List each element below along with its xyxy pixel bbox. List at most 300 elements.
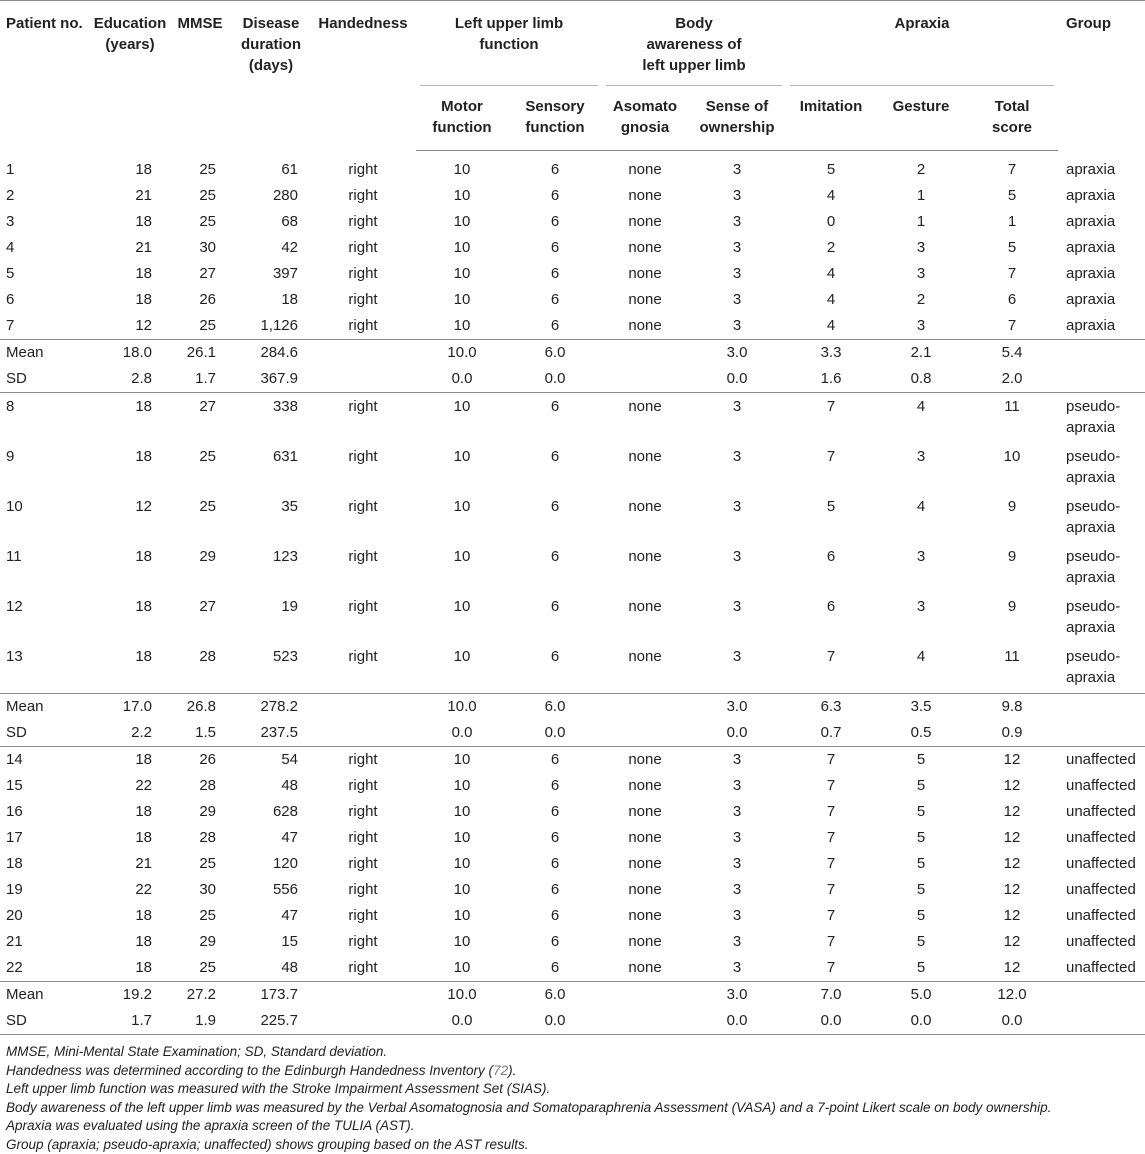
cell-imitation: 7 — [786, 747, 876, 774]
cell-motor-function: 10.0 — [416, 694, 508, 721]
cell-patient-no: 19 — [0, 877, 92, 903]
cell-motor-function: 10 — [416, 903, 508, 929]
cell-patient-no: 13 — [0, 643, 92, 694]
col-header-disease-duration: Disease duration (days) — [232, 1, 310, 151]
cell-total-score: 1 — [966, 209, 1058, 235]
cell-sense-of-ownership: 3 — [688, 825, 786, 851]
cell-group — [1058, 340, 1145, 367]
reference-link[interactable]: 72 — [493, 1063, 508, 1078]
cell-total-score: 12 — [966, 877, 1058, 903]
cell-motor-function: 10 — [416, 183, 508, 209]
cell-group: unaffected — [1058, 955, 1145, 982]
cell-education: 12 — [92, 493, 168, 543]
cell-total-score: 12 — [966, 955, 1058, 982]
cell-asomatognosia — [602, 694, 688, 721]
cell-asomatognosia: none — [602, 799, 688, 825]
cell-education: 21 — [92, 183, 168, 209]
cell-motor-function: 10 — [416, 773, 508, 799]
cell-mmse: 1.9 — [168, 1008, 232, 1035]
cell-handedness — [310, 982, 416, 1009]
cell-total-score: 0.0 — [966, 1008, 1058, 1035]
cell-total-score: 12 — [966, 903, 1058, 929]
cell-gesture: 3.5 — [876, 694, 966, 721]
table-footnotes — [0, 1035, 1145, 1154]
cell-motor-function: 10.0 — [416, 982, 508, 1009]
cell-asomatognosia — [602, 720, 688, 747]
cell-education: 17.0 — [92, 694, 168, 721]
cell-mmse: 29 — [168, 929, 232, 955]
cell-asomatognosia: none — [602, 747, 688, 774]
cell-total-score: 11 — [966, 643, 1058, 694]
cell-sense-of-ownership: 3 — [688, 747, 786, 774]
cell-education: 18 — [92, 643, 168, 694]
cell-mmse: 30 — [168, 877, 232, 903]
footnote-line: Group (apraxia; pseudo-apraxia; unaffected) shows grouping based on the AST results. — [6, 1136, 1145, 1154]
cell-group: pseudo- apraxia — [1058, 393, 1145, 444]
cell-total-score: 7 — [966, 313, 1058, 340]
cell-sense-of-ownership: 3 — [688, 955, 786, 982]
cell-gesture: 5 — [876, 955, 966, 982]
cell-motor-function: 10 — [416, 393, 508, 444]
table-row — [0, 825, 1145, 851]
cell-imitation: 7 — [786, 773, 876, 799]
cell-gesture: 0.8 — [876, 366, 966, 393]
cell-sensory-function: 6 — [508, 643, 602, 694]
cell-disease-duration: 19 — [232, 593, 310, 643]
cell-group: apraxia — [1058, 209, 1145, 235]
cell-sensory-function: 6 — [508, 183, 602, 209]
cell-imitation: 7 — [786, 851, 876, 877]
cell-sensory-function: 6 — [508, 151, 602, 184]
cell-mmse: 28 — [168, 773, 232, 799]
summary-row — [0, 340, 1145, 367]
col-header-asomatognosia: Asomato gnosia — [602, 86, 688, 151]
cell-patient-no: 18 — [0, 851, 92, 877]
cell-patient-no: 17 — [0, 825, 92, 851]
cell-asomatognosia: none — [602, 183, 688, 209]
cell-total-score: 5.4 — [966, 340, 1058, 367]
cell-asomatognosia: none — [602, 151, 688, 184]
cell-sensory-function: 6 — [508, 313, 602, 340]
cell-asomatognosia: none — [602, 287, 688, 313]
cell-handedness: right — [310, 393, 416, 444]
cell-disease-duration: 61 — [232, 151, 310, 184]
cell-total-score: 12 — [966, 773, 1058, 799]
cell-sensory-function: 6 — [508, 493, 602, 543]
cell-asomatognosia: none — [602, 825, 688, 851]
cell-handedness: right — [310, 773, 416, 799]
cell-imitation: 7.0 — [786, 982, 876, 1009]
cell-sensory-function: 6 — [508, 825, 602, 851]
cell-disease-duration: 631 — [232, 443, 310, 493]
cell-disease-duration: 225.7 — [232, 1008, 310, 1035]
table-row — [0, 747, 1145, 774]
cell-mmse: 28 — [168, 825, 232, 851]
cell-mmse: 28 — [168, 643, 232, 694]
cell-education: 19.2 — [92, 982, 168, 1009]
cell-sensory-function: 0.0 — [508, 366, 602, 393]
cell-motor-function: 10 — [416, 955, 508, 982]
cell-imitation: 7 — [786, 643, 876, 694]
cell-disease-duration: 278.2 — [232, 694, 310, 721]
summary-row — [0, 366, 1145, 393]
table-row — [0, 903, 1145, 929]
cell-asomatognosia — [602, 982, 688, 1009]
cell-group — [1058, 720, 1145, 747]
cell-gesture: 5.0 — [876, 982, 966, 1009]
cell-group: unaffected — [1058, 929, 1145, 955]
cell-asomatognosia — [602, 366, 688, 393]
cell-imitation: 7 — [786, 877, 876, 903]
cell-patient-no: 4 — [0, 235, 92, 261]
cell-patient-no: 2 — [0, 183, 92, 209]
cell-imitation: 7 — [786, 825, 876, 851]
cell-patient-no: Mean — [0, 694, 92, 721]
cell-education: 18 — [92, 929, 168, 955]
cell-mmse: 30 — [168, 235, 232, 261]
cell-total-score: 5 — [966, 235, 1058, 261]
cell-patient-no: Mean — [0, 982, 92, 1009]
cell-patient-no: 16 — [0, 799, 92, 825]
cell-disease-duration: 18 — [232, 287, 310, 313]
cell-handedness: right — [310, 747, 416, 774]
cell-patient-no: 1 — [0, 151, 92, 184]
group-header-rule — [606, 85, 782, 86]
cell-total-score: 12 — [966, 851, 1058, 877]
cell-group — [1058, 366, 1145, 393]
cell-total-score: 7 — [966, 261, 1058, 287]
cell-disease-duration: 120 — [232, 851, 310, 877]
col-header-apraxia — [786, 1, 1058, 87]
cell-handedness — [310, 720, 416, 747]
cell-handedness: right — [310, 593, 416, 643]
cell-gesture: 1 — [876, 183, 966, 209]
cell-asomatognosia: none — [602, 773, 688, 799]
cell-handedness: right — [310, 261, 416, 287]
cell-education: 21 — [92, 851, 168, 877]
cell-asomatognosia: none — [602, 543, 688, 593]
cell-mmse: 25 — [168, 493, 232, 543]
cell-sensory-function: 6.0 — [508, 340, 602, 367]
cell-group: pseudo- apraxia — [1058, 443, 1145, 493]
cell-education: 18 — [92, 955, 168, 982]
cell-sense-of-ownership: 3 — [688, 183, 786, 209]
cell-gesture: 5 — [876, 851, 966, 877]
cell-sensory-function: 6 — [508, 955, 602, 982]
cell-education: 18 — [92, 151, 168, 184]
cell-disease-duration: 47 — [232, 903, 310, 929]
col-header-left-upper-limb — [416, 1, 602, 87]
cell-handedness: right — [310, 955, 416, 982]
cell-asomatognosia: none — [602, 903, 688, 929]
cell-patient-no: 11 — [0, 543, 92, 593]
cell-sense-of-ownership: 3 — [688, 393, 786, 444]
cell-education: 2.8 — [92, 366, 168, 393]
footnote-line: Left upper limb function was measured with the Stroke Impairment Assessment Set (SIAS). — [6, 1080, 1145, 1099]
cell-education: 22 — [92, 773, 168, 799]
summary-row — [0, 1008, 1145, 1035]
table-header — [0, 1, 1145, 151]
cell-imitation: 0.7 — [786, 720, 876, 747]
cell-mmse: 1.7 — [168, 366, 232, 393]
cell-mmse: 29 — [168, 543, 232, 593]
table-row — [0, 443, 1145, 493]
cell-sense-of-ownership: 3 — [688, 493, 786, 543]
cell-gesture: 0.0 — [876, 1008, 966, 1035]
cell-mmse: 25 — [168, 851, 232, 877]
cell-handedness: right — [310, 235, 416, 261]
cell-disease-duration: 284.6 — [232, 340, 310, 367]
cell-group: apraxia — [1058, 151, 1145, 184]
cell-mmse: 25 — [168, 955, 232, 982]
cell-handedness: right — [310, 313, 416, 340]
cell-disease-duration: 237.5 — [232, 720, 310, 747]
table-row — [0, 235, 1145, 261]
cell-sensory-function: 0.0 — [508, 720, 602, 747]
cell-sense-of-ownership: 3 — [688, 261, 786, 287]
cell-sensory-function: 6 — [508, 747, 602, 774]
cell-patient-no: 3 — [0, 209, 92, 235]
table-row — [0, 799, 1145, 825]
cell-education: 18 — [92, 747, 168, 774]
cell-patient-no: 14 — [0, 747, 92, 774]
cell-sensory-function: 6 — [508, 593, 602, 643]
cell-group: apraxia — [1058, 235, 1145, 261]
cell-sensory-function: 6 — [508, 903, 602, 929]
cell-imitation: 4 — [786, 261, 876, 287]
footnote-line: Body awareness of the left upper limb was measured by the Verbal Asomatognosia and Somatoparaphrenia Assessment (VASA) and a 7-point Likert scale on body ownership. — [6, 1099, 1145, 1118]
cell-disease-duration: 397 — [232, 261, 310, 287]
cell-education: 1.7 — [92, 1008, 168, 1035]
cell-mmse: 25 — [168, 183, 232, 209]
cell-patient-no: 21 — [0, 929, 92, 955]
cell-mmse: 25 — [168, 151, 232, 184]
cell-imitation: 4 — [786, 287, 876, 313]
col-header-total-score: Total score — [966, 86, 1058, 151]
cell-imitation: 7 — [786, 903, 876, 929]
cell-group: unaffected — [1058, 773, 1145, 799]
table-row — [0, 955, 1145, 982]
cell-patient-no: 15 — [0, 773, 92, 799]
cell-gesture: 3 — [876, 593, 966, 643]
cell-sense-of-ownership: 3 — [688, 287, 786, 313]
cell-handedness: right — [310, 825, 416, 851]
cell-gesture: 4 — [876, 643, 966, 694]
body-awareness-label: Body awareness of left upper limb — [642, 15, 745, 74]
cell-sensory-function: 6 — [508, 209, 602, 235]
cell-gesture: 2 — [876, 287, 966, 313]
cell-sense-of-ownership: 3 — [688, 903, 786, 929]
cell-total-score: 10 — [966, 443, 1058, 493]
cell-disease-duration: 15 — [232, 929, 310, 955]
cell-gesture: 5 — [876, 799, 966, 825]
cell-imitation: 6.3 — [786, 694, 876, 721]
cell-sense-of-ownership: 3 — [688, 851, 786, 877]
cell-education: 18 — [92, 593, 168, 643]
cell-group — [1058, 1008, 1145, 1035]
cell-total-score: 0.9 — [966, 720, 1058, 747]
cell-total-score: 7 — [966, 151, 1058, 184]
cell-total-score: 6 — [966, 287, 1058, 313]
cell-group — [1058, 982, 1145, 1009]
cell-imitation: 2 — [786, 235, 876, 261]
cell-total-score: 5 — [966, 183, 1058, 209]
cell-group: pseudo- apraxia — [1058, 643, 1145, 694]
cell-motor-function: 10 — [416, 825, 508, 851]
cell-group: apraxia — [1058, 183, 1145, 209]
cell-sense-of-ownership: 3 — [688, 929, 786, 955]
col-header-mmse: MMSE — [168, 1, 232, 151]
cell-motor-function: 10 — [416, 151, 508, 184]
cell-total-score: 9.8 — [966, 694, 1058, 721]
cell-gesture: 3 — [876, 543, 966, 593]
cell-disease-duration: 523 — [232, 643, 310, 694]
cell-education: 18 — [92, 799, 168, 825]
cell-handedness: right — [310, 929, 416, 955]
cell-sense-of-ownership: 3 — [688, 877, 786, 903]
group-header-rule — [420, 85, 598, 86]
cell-sensory-function: 6 — [508, 877, 602, 903]
cell-gesture: 2.1 — [876, 340, 966, 367]
cell-education: 18 — [92, 287, 168, 313]
cell-sense-of-ownership: 3 — [688, 235, 786, 261]
cell-motor-function: 10 — [416, 877, 508, 903]
cell-mmse: 27 — [168, 593, 232, 643]
cell-sense-of-ownership: 0.0 — [688, 720, 786, 747]
cell-education: 18.0 — [92, 340, 168, 367]
cell-group: apraxia — [1058, 313, 1145, 340]
cell-total-score: 12.0 — [966, 982, 1058, 1009]
table-row — [0, 493, 1145, 543]
table-row — [0, 287, 1145, 313]
cell-disease-duration: 47 — [232, 825, 310, 851]
cell-mmse: 29 — [168, 799, 232, 825]
cell-asomatognosia: none — [602, 955, 688, 982]
cell-mmse: 25 — [168, 443, 232, 493]
cell-motor-function: 10 — [416, 747, 508, 774]
cell-sensory-function: 0.0 — [508, 1008, 602, 1035]
apraxia-label: Apraxia — [894, 15, 949, 32]
cell-motor-function: 10 — [416, 643, 508, 694]
cell-education: 18 — [92, 543, 168, 593]
cell-sensory-function: 6 — [508, 235, 602, 261]
cell-disease-duration: 42 — [232, 235, 310, 261]
table-row — [0, 929, 1145, 955]
cell-education: 18 — [92, 261, 168, 287]
cell-disease-duration: 173.7 — [232, 982, 310, 1009]
cell-total-score: 12 — [966, 825, 1058, 851]
group-header-rule — [790, 85, 1054, 86]
cell-gesture: 5 — [876, 903, 966, 929]
cell-handedness: right — [310, 183, 416, 209]
cell-group: unaffected — [1058, 799, 1145, 825]
cell-mmse: 26.8 — [168, 694, 232, 721]
left-upper-limb-label: Left upper limb function — [455, 15, 563, 53]
cell-group — [1058, 694, 1145, 721]
cell-sensory-function: 6.0 — [508, 694, 602, 721]
cell-gesture: 5 — [876, 825, 966, 851]
cell-disease-duration: 367.9 — [232, 366, 310, 393]
cell-imitation: 6 — [786, 543, 876, 593]
cell-sensory-function: 6 — [508, 443, 602, 493]
cell-patient-no: 9 — [0, 443, 92, 493]
summary-row — [0, 720, 1145, 747]
cell-group: pseudo- apraxia — [1058, 593, 1145, 643]
cell-mmse: 27 — [168, 393, 232, 444]
cell-sensory-function: 6 — [508, 261, 602, 287]
cell-education: 18 — [92, 209, 168, 235]
footnote-line: Apraxia was evaluated using the apraxia screen of the TULIA (AST). — [6, 1117, 1145, 1136]
col-header-handedness: Handedness — [310, 1, 416, 151]
cell-total-score: 9 — [966, 543, 1058, 593]
cell-education: 18 — [92, 393, 168, 444]
cell-gesture: 3 — [876, 313, 966, 340]
cell-sense-of-ownership: 3 — [688, 773, 786, 799]
cell-handedness: right — [310, 851, 416, 877]
cell-sensory-function: 6 — [508, 393, 602, 444]
table-row — [0, 643, 1145, 694]
cell-motor-function: 10 — [416, 851, 508, 877]
cell-patient-no: SD — [0, 366, 92, 393]
cell-mmse: 25 — [168, 209, 232, 235]
cell-education: 12 — [92, 313, 168, 340]
cell-gesture: 5 — [876, 773, 966, 799]
cell-patient-no: 7 — [0, 313, 92, 340]
cell-disease-duration: 338 — [232, 393, 310, 444]
cell-sense-of-ownership: 3 — [688, 643, 786, 694]
table-row — [0, 773, 1145, 799]
cell-gesture: 3 — [876, 261, 966, 287]
cell-education: 22 — [92, 877, 168, 903]
cell-group: pseudo- apraxia — [1058, 543, 1145, 593]
cell-mmse: 25 — [168, 313, 232, 340]
cell-asomatognosia: none — [602, 443, 688, 493]
cell-motor-function: 0.0 — [416, 366, 508, 393]
cell-gesture: 1 — [876, 209, 966, 235]
col-header-imitation: Imitation — [786, 86, 876, 151]
cell-patient-no: 8 — [0, 393, 92, 444]
cell-asomatognosia: none — [602, 261, 688, 287]
cell-asomatognosia: none — [602, 493, 688, 543]
cell-sensory-function: 6 — [508, 851, 602, 877]
cell-disease-duration: 280 — [232, 183, 310, 209]
cell-motor-function: 10 — [416, 593, 508, 643]
cell-imitation: 0 — [786, 209, 876, 235]
cell-disease-duration: 68 — [232, 209, 310, 235]
cell-disease-duration: 1,126 — [232, 313, 310, 340]
cell-sensory-function: 6.0 — [508, 982, 602, 1009]
cell-handedness: right — [310, 493, 416, 543]
cell-sense-of-ownership: 3.0 — [688, 340, 786, 367]
cell-imitation: 3.3 — [786, 340, 876, 367]
col-header-sense-of-ownership: Sense of ownership — [688, 86, 786, 151]
col-header-patient-no: Patient no. — [0, 1, 92, 151]
cell-motor-function: 10 — [416, 235, 508, 261]
cell-handedness: right — [310, 643, 416, 694]
cell-sense-of-ownership: 3 — [688, 443, 786, 493]
cell-disease-duration: 556 — [232, 877, 310, 903]
col-header-group: Group — [1058, 1, 1145, 151]
table-row — [0, 593, 1145, 643]
table-row — [0, 183, 1145, 209]
cell-gesture: 3 — [876, 443, 966, 493]
col-header-motor-function: Motor function — [416, 86, 508, 151]
cell-disease-duration: 54 — [232, 747, 310, 774]
cell-imitation: 0.0 — [786, 1008, 876, 1035]
cell-patient-no: 20 — [0, 903, 92, 929]
cell-mmse: 26 — [168, 287, 232, 313]
cell-patient-no: Mean — [0, 340, 92, 367]
